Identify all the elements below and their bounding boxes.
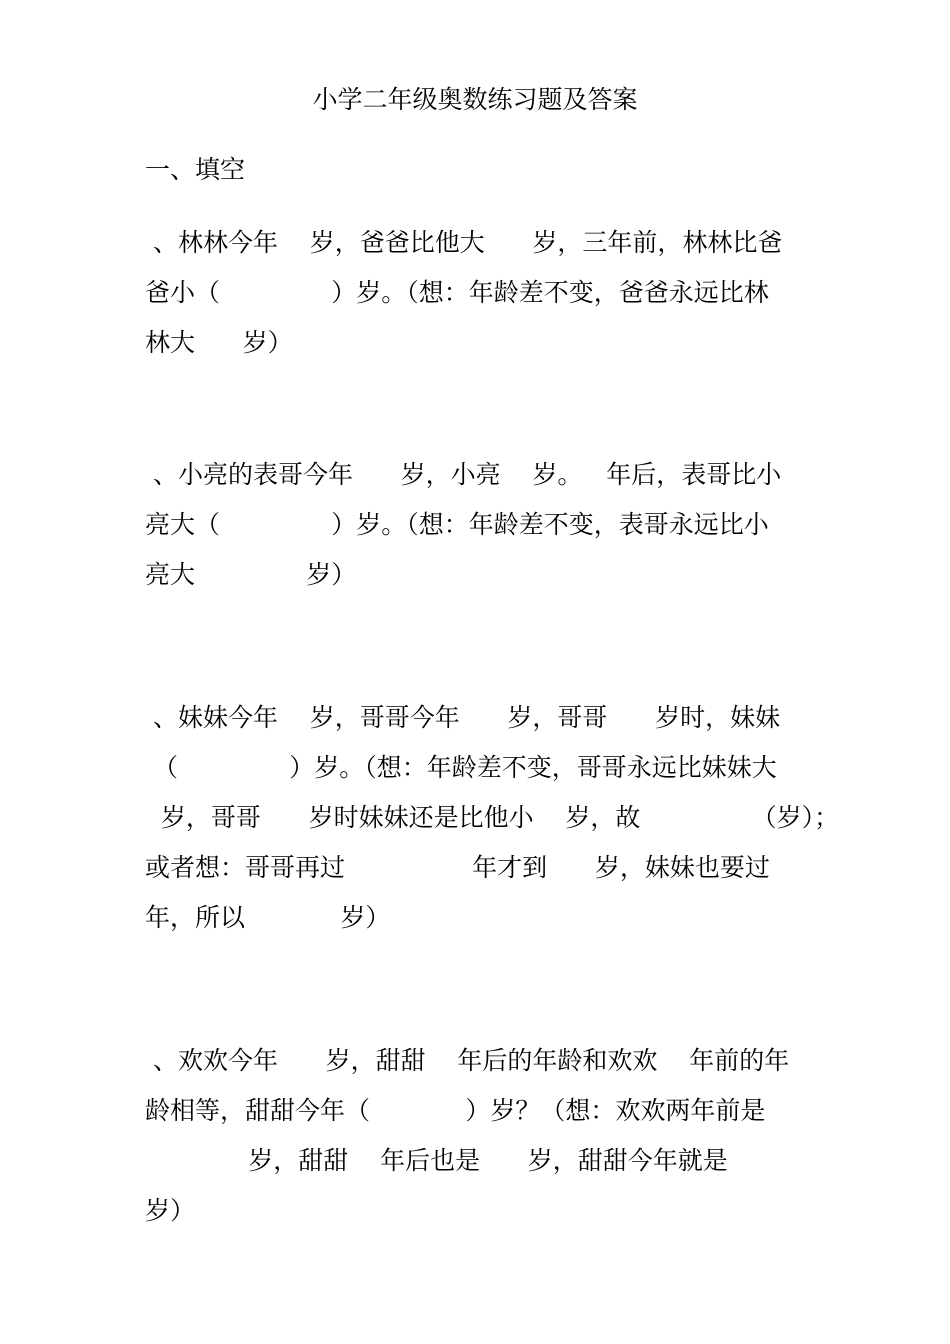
problem-2-line-3: 亮大 岁） xyxy=(145,560,357,589)
problem-3-line-1: 、妹妹今年 岁，哥哥今年 岁，哥哥 岁时，妹妹 xyxy=(145,703,781,732)
problem-1-line-3: 林大 岁） xyxy=(145,328,293,357)
problem-2-line-1: 、小亮的表哥今年 岁，小亮 岁。 年后，表哥比小 xyxy=(145,460,782,489)
problem-3-line-5: 年，所以 岁） xyxy=(145,903,391,932)
section-heading: 一、填空 xyxy=(145,155,246,184)
problem-4-line-3: 岁，甜甜 年后也是 岁，甜甜今年就是 xyxy=(145,1146,728,1175)
problem-4-line-1: 、欢欢今年 岁，甜甜 年后的年龄和欢欢 年前的年 xyxy=(145,1046,790,1075)
problem-3-line-4: 或者想：哥哥再过 年才到 岁，妹妹也要过 xyxy=(145,853,770,882)
problem-4-line-2: 龄相等，甜甜今年（ ）岁？（想：欢欢两年前是 xyxy=(145,1096,766,1125)
problem-2-line-2: 亮大（ ）岁。（想：年龄差不变，表哥永远比小 xyxy=(145,510,769,539)
problem-1-line-1: 、林林今年 岁，爸爸比他大 岁，三年前，林林比爸 xyxy=(145,228,783,257)
problem-3-line-3: 岁，哥哥 岁时妹妹还是比他小 岁，故 （岁）； xyxy=(145,803,840,832)
problem-3-line-2: （ ）岁。（想：年龄差不变，哥哥永远比妹妹大 xyxy=(145,753,777,782)
page-title: 小学二年级奥数练习题及答案 xyxy=(312,85,638,114)
problem-1-line-2: 爸小（ ）岁。（想：年龄差不变，爸爸永远比林 xyxy=(145,278,769,307)
problem-4-line-4: 岁） xyxy=(145,1196,196,1225)
